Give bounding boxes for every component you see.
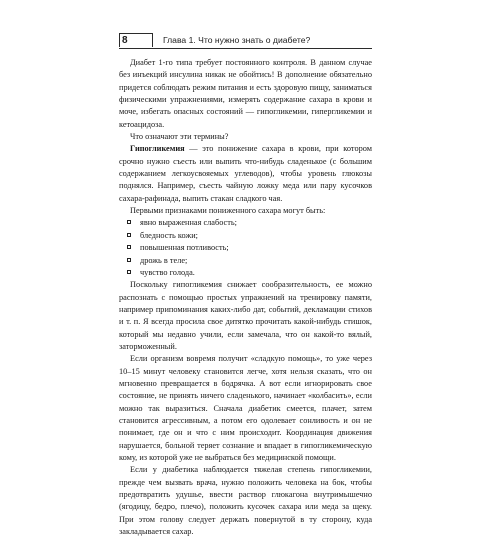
symptom-text: чувство голода. [140, 267, 195, 277]
symptom-list [119, 217, 372, 279]
chapter-title: Глава 1. Что нужно знать о диабете? [163, 35, 311, 45]
square-bullet-icon [127, 245, 131, 249]
hypoglycemia-definition: — это понижение сахара в крови, при котором срочно нужно съесть или выпить что-нибудь сладенькое (с большим содержанием легкоусвояемых углеводов), чтобы уровень глюкозы поднялся. Например, съесть чайную ложку меда или пару кусочков сахара-рафинада, выпить стакан сладкого чая. [119, 144, 372, 203]
square-bullet-icon [127, 258, 131, 262]
list-item [119, 255, 372, 267]
paragraph-recognition: Поскольку гипогликемия снижает сообразительность, ее можно распознать с помощью простых упражнений на тренировку памяти, например припоминания каких-либо дат, событий, декламации стихов и т. п. Я всегда просила свое дитятко прочитать какой-нибудь стишок, который мы недавно учили, если замечала, что он какой-то вялый, заторможенный. [119, 280, 372, 351]
paragraph-question: Что означают эти термины? [130, 132, 229, 142]
symptom-text: бледность кожи; [140, 230, 198, 240]
symptom-text: дрожь в теле; [140, 255, 188, 265]
symptom-text: повышенная потливость; [140, 243, 229, 253]
square-bullet-icon [127, 270, 131, 274]
square-bullet-icon [127, 233, 131, 237]
paragraph-sweet-help: Если организм вовремя получит «сладкую помощь», то уже через 10–15 минут человеку становится легче, хотя нельзя сказать, что он мгновенно превращается в бодрячка. А вот если игнорировать свое состояние, не принять ничего сладенького, начинает «колбасить», если можно так выразиться. Сначала диабетик смеется, плачет, затем становится агрессивным, а потом его одолевает сонливость и он не понимает, где он и что с ним происходит. Координация движения нарушается, больной теряет сознание и впадает в гипогликемическую кому, из которой уже не выбраться без медицинской помощи. [119, 354, 372, 462]
paragraph-intro: Диабет 1-го типа требует постоянного контроля. В данном случае без инъекций инсулина никак не обойтись! В дополнение обязательно придется соблюдать режим питания и есть здоровую пищу, заниматься физическими упражнениями, измерять содержание сахара в крови и моче, избегать опасных состояний — гипогликемии, гипергликемии и кетоацидоза. [119, 58, 372, 129]
symptom-text: явно выраженная слабость; [140, 218, 237, 228]
square-bullet-icon [127, 220, 131, 224]
list-item [119, 230, 372, 242]
list-item [119, 242, 372, 254]
term-hypoglycemia: Гипогликемия [130, 144, 185, 154]
running-header [119, 33, 372, 49]
paragraph-first-aid: Если у диабетика наблюдается тяжелая степень гипогликемии, прежде чем вызвать врача, нужно положить человека на бок, чтобы предотвратить удушье, ввести раствор глюкагона внутримышечно (ягодицу, бедро, плечо), положить кусочек сахара или меда за щеку. При этом голову следует держать повернутой в ту сторону, куда закладывается сахар. [119, 465, 372, 537]
paragraph-hypoglycemia [119, 143, 372, 205]
page-number: 8 [119, 33, 153, 47]
paragraph-symptoms-intro: Первыми признаками пониженного сахара могут быть: [130, 206, 326, 216]
body-text [119, 57, 372, 538]
list-item [119, 267, 372, 279]
list-item [119, 217, 372, 229]
